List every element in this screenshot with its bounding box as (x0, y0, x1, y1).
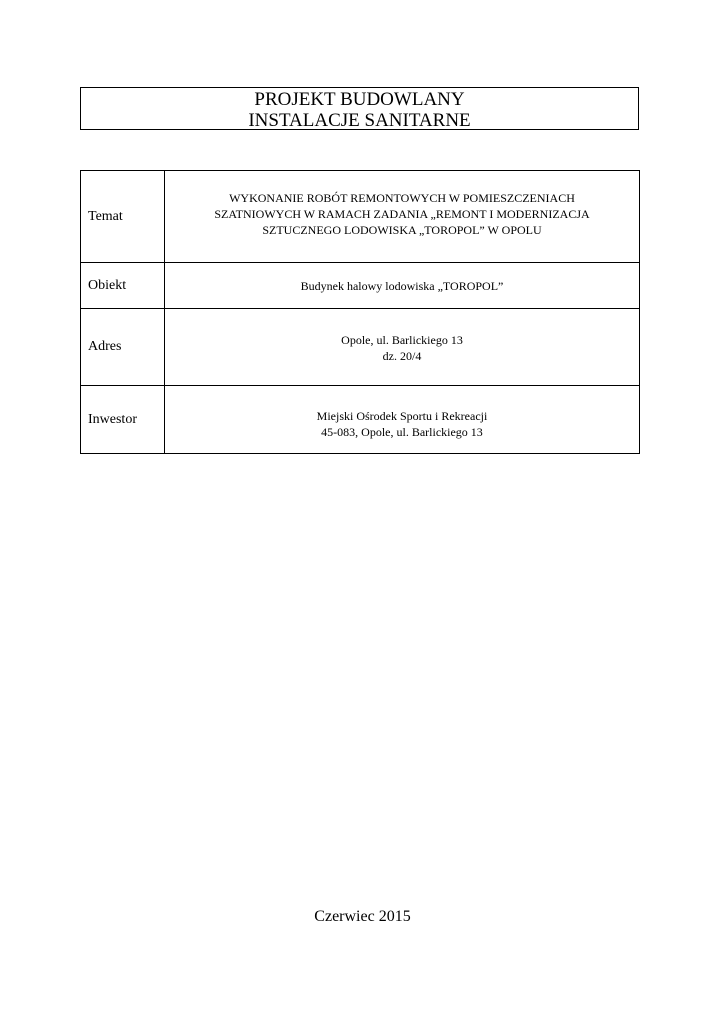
obiekt-value (165, 263, 640, 309)
temat-line-1: WYKONANIE ROBÓT REMONTOWYCH W POMIESZCZENIACH (229, 191, 575, 205)
temat-label: Temat (81, 171, 165, 263)
inwestor-line-1: Miejski Ośrodek Sportu i Rekreacji (316, 409, 488, 423)
project-info-table (80, 170, 640, 454)
adres-label: Adres (81, 309, 165, 386)
temat-line-3: SZTUCZNEGO LODOWISKA „TOROPOL” W OPOLU (262, 223, 542, 237)
adres-line-1: Opole, ul. Barlickiego 13 (341, 333, 463, 347)
table-row-temat (81, 171, 640, 263)
obiekt-line-1: Budynek halowy lodowiska „TOROPOL” (300, 278, 504, 293)
table-row-obiekt (81, 263, 640, 309)
temat-line-2: SZATNIOWYCH W RAMACH ZADANIA „REMONT I MODERNIZACJA (214, 207, 590, 221)
document-date: Czerwiec 2015 (314, 908, 411, 925)
title-line-1: PROJEKT BUDOWLANY (254, 89, 465, 110)
obiekt-label: Obiekt (81, 263, 165, 309)
adres-line-2: dz. 20/4 (382, 349, 422, 363)
inwestor-label: Inwestor (81, 386, 165, 454)
inwestor-value (165, 386, 640, 454)
inwestor-line-2: 45-083, Opole, ul. Barlickiego 13 (321, 425, 483, 439)
adres-value (165, 309, 640, 386)
document-title-box (80, 87, 639, 130)
temat-value (165, 171, 640, 263)
table-row-inwestor (81, 386, 640, 454)
table-row-adres (81, 309, 640, 386)
title-line-2: INSTALACJE SANITARNE (248, 110, 471, 131)
